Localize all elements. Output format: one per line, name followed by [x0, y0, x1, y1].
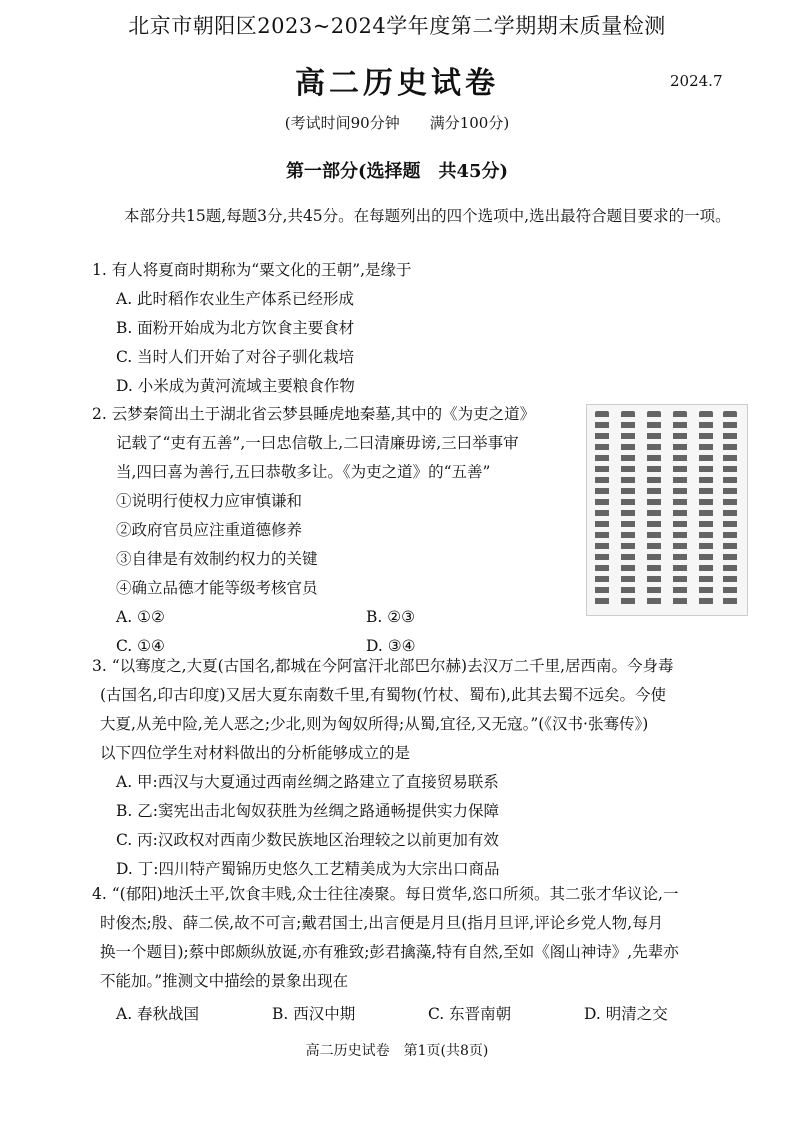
option-b[interactable]: B. 西汉中期 — [272, 1005, 356, 1023]
bamboo-slips-image — [586, 404, 748, 616]
question-3 — [92, 652, 772, 884]
question-text-line: (古国名,印古印度)又居大夏东南数千里,有蜀物(竹杖、蜀布),此其去蜀不远矣。今使 — [100, 686, 666, 704]
exam-info: (考试时间90分钟 满分100分) — [284, 114, 510, 132]
question-text-line: 换一个题目);蔡中郎颇纵放诞,亦有雅致;彭君擒藻,特有自然,至如《阁山神诗》,先辈亦 — [100, 943, 679, 961]
section-intro: 本部分共15题,每题3分,共45分。在每题列出的四个选项中,选出最符合题目要求的一项。 — [124, 207, 731, 225]
option-d[interactable]: D. 明清之交 — [584, 1005, 668, 1023]
option-d[interactable]: D. 丁:四川特产蜀锦历史悠久工艺精美成为大宗出口商品 — [116, 860, 500, 878]
option-b[interactable]: B. 乙:窦宪出击北匈奴获胜为丝绸之路通畅提供实力保障 — [116, 802, 499, 820]
option-c[interactable]: C. ①④ — [116, 637, 165, 655]
question-text-line: 以下四位学生对材料做出的分析能够成立的是 — [100, 744, 411, 762]
question-stem — [92, 400, 574, 429]
page-footer: 高二历史试卷 第1页(共8页) — [305, 1043, 489, 1059]
question-number: 3. — [92, 657, 107, 675]
question-number: 1. — [92, 261, 107, 279]
statement-2: ②政府官员应注重道德修养 — [116, 521, 303, 539]
options-row — [92, 603, 574, 632]
question-stem — [92, 256, 764, 285]
page-title: 高二历史试卷 — [295, 66, 499, 101]
option-c[interactable]: C. 东晋南朝 — [428, 1005, 512, 1023]
option-a[interactable]: A. 甲:西汉与大夏通过西南丝绸之路建立了直接贸易联系 — [116, 773, 499, 791]
option-a[interactable]: A. ①② — [116, 608, 165, 626]
option-c[interactable]: C. 丙:汉政权对西南少数民族地区治理较之以前更加有效 — [116, 831, 499, 849]
statement-3: ③自律是有效制约权力的关键 — [116, 550, 318, 568]
option-d[interactable]: D. 小米成为黄河流域主要粮食作物 — [116, 377, 355, 395]
exam-header: 北京市朝阳区2023~2024学年度第二学期期末质量检测 — [128, 14, 666, 38]
question-text-line: 大夏,从羌中险,羌人恶之;少北,则为匈奴所得;从蜀,宜径,又无寇。”(《汉书·张骞传》) — [100, 715, 649, 733]
question-stem — [92, 880, 772, 909]
statement-4: ④确立品德才能等级考核官员 — [116, 579, 318, 597]
question-text-line: 云梦秦简出土于湖北省云梦县睡虎地秦墓,其中的《为吏之道》 — [111, 405, 536, 423]
options-row — [92, 1000, 772, 1029]
question-text: 有人将夏商时期称为“粟文化的王朝”,是缘于 — [111, 261, 412, 279]
exam-date: 2024.7 — [670, 72, 723, 90]
question-text-line: 记载了“吏有五善”,一曰忠信敬上,二曰清廉毋谤,三曰举事审 — [116, 434, 519, 452]
question-2 — [92, 400, 574, 661]
question-4 — [92, 880, 772, 1029]
question-number: 4. — [92, 885, 107, 903]
option-a[interactable]: A. 春秋战国 — [116, 1005, 200, 1023]
option-d[interactable]: D. ③④ — [366, 637, 416, 655]
question-1 — [92, 256, 764, 401]
question-text-line: 当,四曰喜为善行,五曰恭敬多让。《为吏之道》的“五善” — [116, 463, 491, 481]
option-c[interactable]: C. 当时人们开始了对谷子驯化栽培 — [116, 348, 355, 366]
question-text-line: 不能加。”推测文中描绘的景象出现在 — [100, 972, 349, 990]
question-text-line: “(郁阳)地沃土平,饮食丰贱,众士往往凑聚。每日赏华,恣口所须。其二张才华议论,一 — [111, 885, 679, 903]
question-stem — [92, 652, 772, 681]
option-b[interactable]: B. ②③ — [366, 608, 416, 626]
question-number: 2. — [92, 405, 107, 423]
question-text-line: 时俊杰;殷、薛二侯,故不可言;戴君国士,出言便是月旦(指月旦评,评论乡党人物,每月 — [100, 914, 664, 932]
option-a[interactable]: A. 此时稻作农业生产体系已经形成 — [116, 290, 355, 308]
statement-1: ①说明行使权力应审慎谦和 — [116, 492, 303, 510]
option-b[interactable]: B. 面粉开始成为北方饮食主要食材 — [116, 319, 355, 337]
question-text-line: “以骞度之,大夏(古国名,都城在今阿富汗北部巴尔赫)去汉万二千里,居西南。今身毒 — [111, 657, 674, 675]
section-title: 第一部分(选择题 共45分) — [285, 161, 509, 182]
